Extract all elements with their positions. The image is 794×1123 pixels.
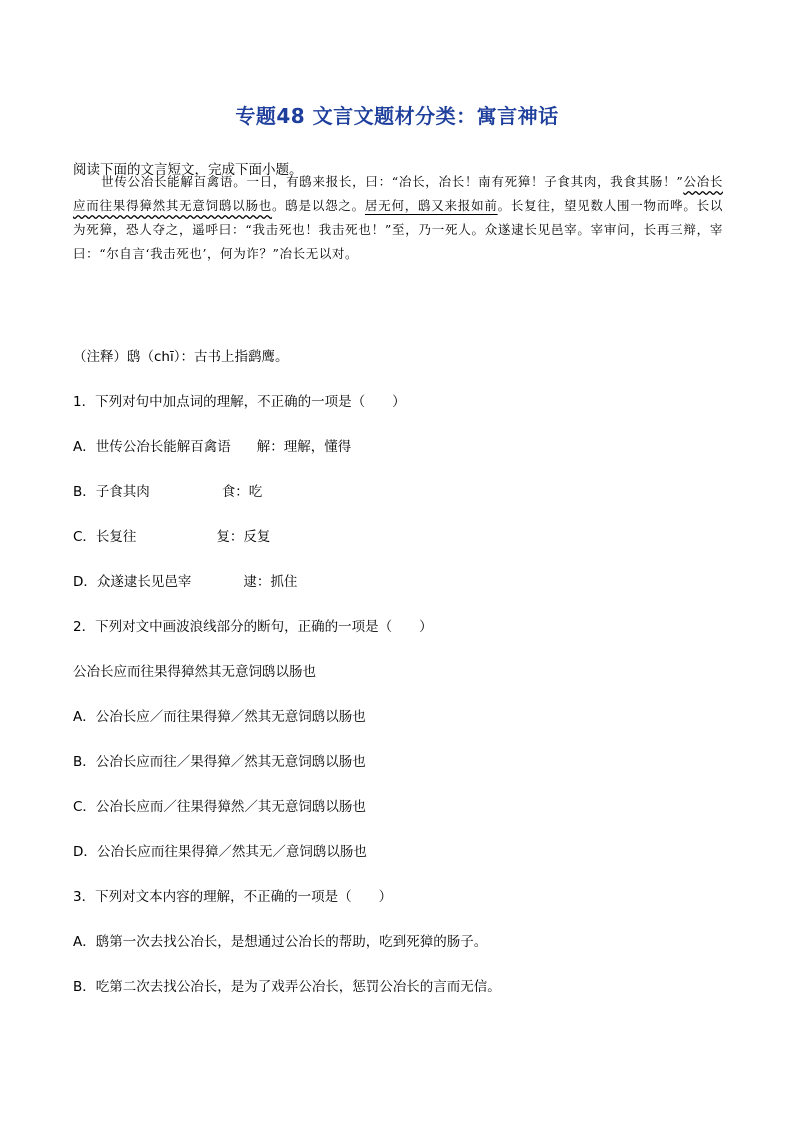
question-1-stem: 1．下列对句中加点词的理解，不正确的一项是（ ） bbox=[73, 394, 406, 410]
q1-option-d bbox=[73, 570, 297, 590]
q2-option-b: B．公冶长应而往／果得獐／然其无意饲鸱以肠也 bbox=[73, 754, 366, 770]
question-2-stem: 2．下列对文中画波浪线部分的断句，正确的一项是（ ） bbox=[73, 619, 433, 635]
q1-option-b bbox=[73, 480, 262, 500]
q1-option-b-gloss: 食：吃 bbox=[221, 484, 263, 500]
question-3-stem: 3．下列对文本内容的理解，不正确的一项是（ ） bbox=[73, 889, 393, 905]
page-title: 专题48 文言文题材分类：寓言神话 bbox=[235, 104, 559, 128]
q2-option-a: A．公冶长应／而往果得獐／然其无意饲鸱以肠也 bbox=[73, 709, 366, 725]
q3-option-b: B．吃第二次去找公冶长，是为了戏弄公冶长，惩罚公冶长的言而无信。 bbox=[73, 979, 501, 995]
q1-option-c-gloss: 复：反复 bbox=[216, 529, 271, 545]
question-2-sentence: 公冶长应而往果得獐然其无意饲鸱以肠也 bbox=[73, 664, 316, 680]
passage-part1: 世传公冶长能解百禽语。一日，有鸱来报长，曰：“冶长，冶长！南有死獐！子食其肉，我食其肠！” bbox=[101, 174, 684, 189]
q1-option-a bbox=[73, 435, 351, 455]
q1-option-d-sentence: D．众遂逮长见邑宰 bbox=[73, 574, 192, 590]
passage bbox=[73, 170, 723, 266]
passage-part3: 。鸱是以怨之。 bbox=[272, 198, 365, 213]
passage-wavy-segment: 公冶长应而往果得獐然其无意饲鸱以肠也 bbox=[73, 174, 723, 213]
q1-option-c-sentence: C．长复往 bbox=[73, 529, 137, 545]
q1-option-a-gloss: 解：理解，懂得 bbox=[256, 439, 352, 455]
passage-part5: 。长复往，望见数人围一物而哗。长以为死獐，恐人夺之，遥呼曰：“我击死也！我击死也！”至，乃一死人。众遂逮长见邑宰。宰审问，长再三辩，宰曰：“尔自言‘我击死也’，何为诈？”冶长无以对。 bbox=[73, 198, 723, 261]
annotation-note: （注释）鸱（chī）：古书上指鹞鹰。 bbox=[73, 349, 289, 365]
q1-option-a-sentence: A．世传公冶长能解百禽语 bbox=[73, 439, 231, 455]
passage-underlined-segment: 居无何，鸱又来报如前 bbox=[364, 198, 498, 213]
q1-option-c bbox=[73, 525, 270, 545]
q1-option-b-sentence: B．子食其肉 bbox=[73, 484, 150, 500]
instruction: 阅读下面的文言短文，完成下面小题。 bbox=[73, 162, 303, 178]
q3-option-a: A．鸱第一次去找公冶长，是想通过公冶长的帮助，吃到死獐的肠子。 bbox=[73, 934, 488, 950]
q2-option-d: D．公冶长应而往果得獐／然其无／意饲鸱以肠也 bbox=[73, 844, 367, 860]
q1-option-d-gloss: 逮：抓住 bbox=[243, 574, 298, 590]
q2-option-c: C．公冶长应而／往果得獐然／其无意饲鸱以肠也 bbox=[73, 799, 366, 815]
